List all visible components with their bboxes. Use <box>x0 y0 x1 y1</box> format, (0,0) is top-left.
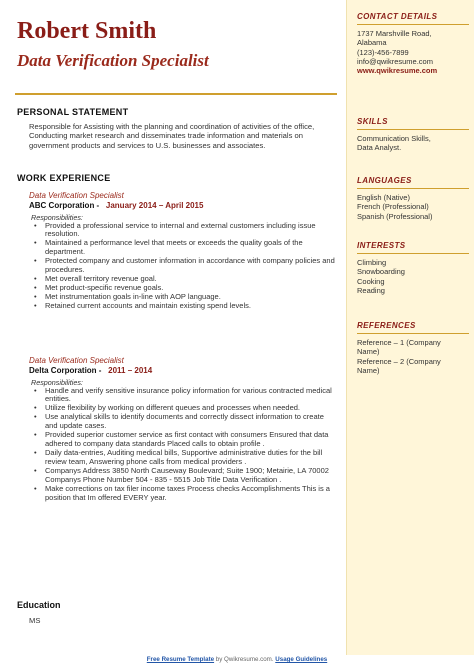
bullet-item: • Make corrections on tax filer income taxes Process checks Accomplishments This is a position that Im offered EVERY year. <box>43 485 335 503</box>
education-value: MS <box>29 616 41 625</box>
interests-lines <box>357 258 469 295</box>
interest-item: Reading <box>357 285 385 295</box>
free-resume-template-link[interactable]: Free Resume Template <box>146 656 215 663</box>
bullet-item: • Daily data-entries, Auditing medical bills, Supportive administrative duties for the bill review team, Answering phone calls from medical providers . <box>43 449 335 467</box>
skill-item: Communication Skills, <box>357 134 431 143</box>
languages-heading: LANGUAGES <box>357 176 412 185</box>
personal-statement-text: Responsible for Assisting with the planning and coordination of activities of the office, Conducting market research and disseminates trade information and materials on government products and services to U.S. businesses and associates. <box>29 122 315 150</box>
job-title: Data Verification Specialist <box>29 191 124 200</box>
interests-section <box>357 241 469 295</box>
bullet-item: • Utilize flexibility by working on different queues and processes when needed. <box>43 404 335 413</box>
languages-lines <box>357 193 469 221</box>
skills-heading: SKILLS <box>357 117 388 126</box>
contact-line: 1737 Marshville Road, <box>357 29 432 38</box>
interest-item: Climbing <box>357 258 387 267</box>
reference-line: Reference – 2 (Company <box>357 356 441 366</box>
reference-line: Name) <box>357 347 380 357</box>
bullet-item: • Met product-specific revenue goals. <box>43 284 335 293</box>
candidate-title: Data Verification Specialist <box>17 51 209 70</box>
sidebar <box>346 0 474 655</box>
candidate-name: Robert Smith <box>17 18 157 44</box>
language-item: French (Professional) <box>357 202 429 212</box>
bullet-item: • Met instrumentation goals in-line with AOP language. <box>43 293 335 302</box>
contact-line: info@qwikresume.com <box>357 56 433 66</box>
responsibilities-label: Responsibilities: <box>31 377 83 387</box>
reference-line: Reference – 1 (Company <box>357 338 441 347</box>
bullet-item: • Use analytical skills to identify documents and correctly dissect information to create and update cases. <box>43 413 335 431</box>
contact-line: Alabama <box>357 38 387 48</box>
job-dates: January 2014 – April 2015 <box>105 200 204 210</box>
interests-heading: INTERESTS <box>357 241 406 250</box>
language-item: Spanish (Professional) <box>357 211 433 221</box>
personal-statement-heading: PERSONAL STATEMENT <box>17 107 129 117</box>
contact-heading: CONTACT DETAILS <box>357 12 438 21</box>
job-company: Delta Corporation - <box>29 365 102 375</box>
language-item: English (Native) <box>357 193 410 202</box>
section-divider <box>357 129 469 130</box>
header-divider <box>15 93 337 95</box>
reference-line: Name) <box>357 365 380 375</box>
job-entry <box>29 356 335 503</box>
footer-text: by Qwikresume.com. <box>214 656 276 663</box>
interest-item: Snowboarding <box>357 267 405 277</box>
skill-item: Data Analyst. <box>357 143 402 153</box>
responsibilities-label: Responsibilities: <box>31 212 83 222</box>
bullet-item: • Maintained a performance level that meets or exceeds the quality goals of the department. <box>43 239 335 257</box>
job-bullets <box>29 387 335 503</box>
job-dates: 2011 – 2014 <box>108 365 153 375</box>
interest-item: Cooking <box>357 276 385 286</box>
section-divider <box>357 253 469 254</box>
references-heading: REFERENCES <box>357 321 416 330</box>
job-title: Data Verification Specialist <box>29 356 124 365</box>
work-experience-heading: WORK EXPERIENCE <box>17 173 111 183</box>
footer <box>0 656 474 663</box>
languages-section <box>357 176 469 221</box>
references-lines <box>357 338 469 375</box>
job-company-line <box>29 366 335 376</box>
section-divider <box>357 24 469 25</box>
bullet-item: • Retained current accounts and maintain existing spend levels. <box>43 302 335 311</box>
contact-section <box>357 12 469 75</box>
job-company: ABC Corporation - <box>29 200 100 210</box>
website-link[interactable]: www.qwikresume.com <box>357 66 438 76</box>
bullet-item: • Companys Address 3850 North Causeway Boulevard; Suite 1900; Metairie, LA 70002 Companys Phone Number 504 - 835 - 5515 Job Title Data Verification . <box>43 467 335 485</box>
bullet-item: • Met overall territory revenue goal. <box>43 275 335 284</box>
bullet-item: • Protected company and customer information in accordance with company policies and procedures. <box>43 257 335 275</box>
bullet-item: • Handle and verify sensitive insurance policy information for various contracted medical entities. <box>43 387 335 405</box>
skills-section <box>357 117 469 153</box>
section-divider <box>357 188 469 189</box>
references-section <box>357 321 469 375</box>
job-entry <box>29 191 335 311</box>
education-heading: Education <box>17 600 61 610</box>
job-bullets <box>29 222 335 312</box>
bullet-item: • Provided superior customer service as first contact with consumers Ensured that data adhered to company data standards Placed calls to obtain profile . <box>43 431 335 449</box>
job-company-line <box>29 201 335 211</box>
skills-lines <box>357 134 469 153</box>
contact-lines <box>357 29 469 66</box>
usage-guidelines-link[interactable]: Usage Guidelines <box>275 656 328 663</box>
contact-line: (123)-456-7899 <box>357 47 409 57</box>
section-divider <box>357 333 469 334</box>
bullet-item: • Provided a professional service to internal and external customers including issue resolution. <box>43 222 335 240</box>
